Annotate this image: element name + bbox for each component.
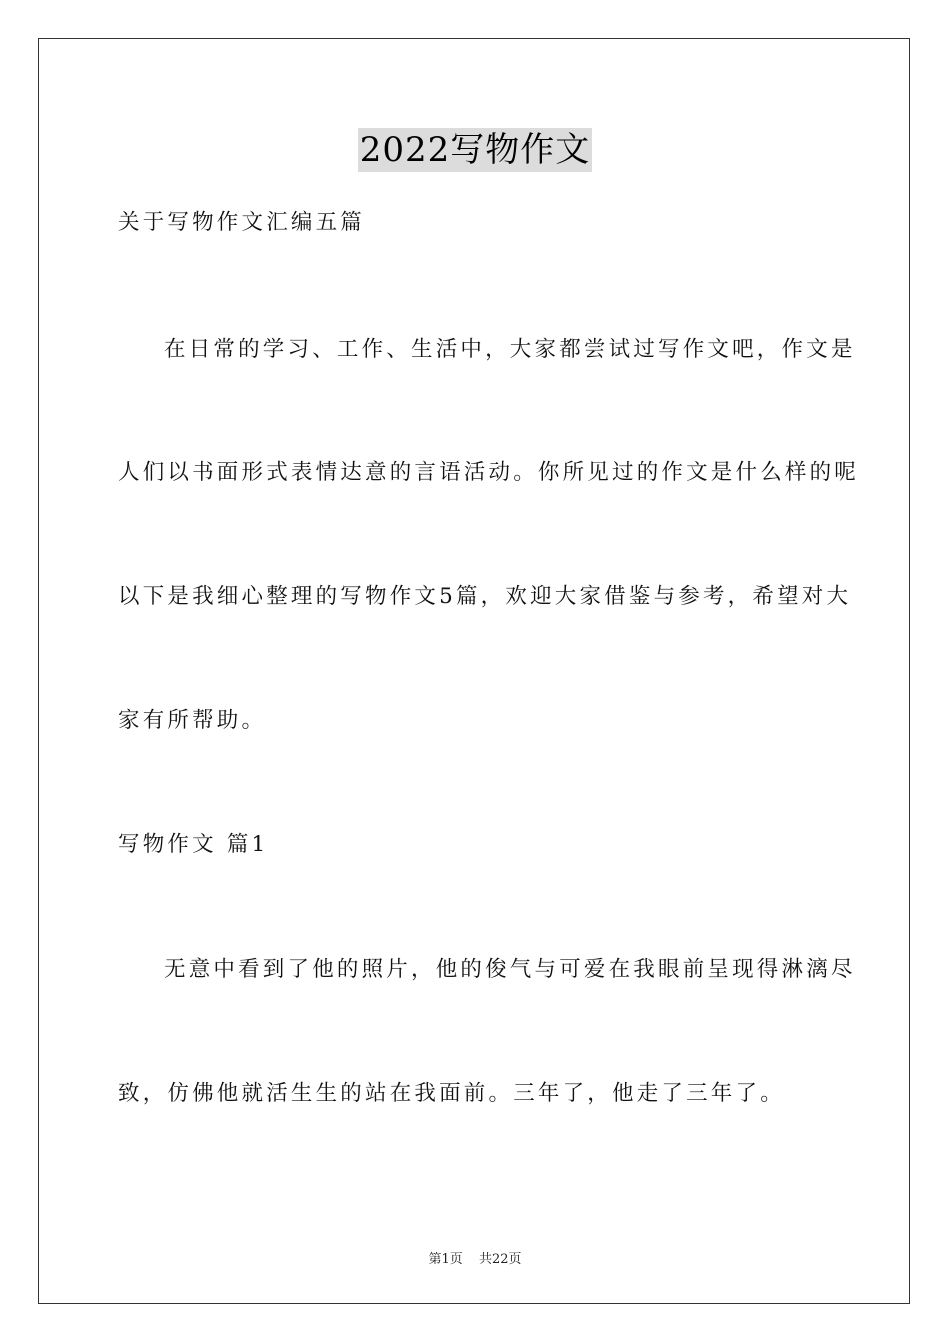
page-footer [0, 1248, 950, 1267]
title-container [0, 128, 950, 172]
intro-line-4: 家有所帮助。 [118, 708, 267, 733]
document-subtitle: 关于写物作文汇编五篇 [118, 210, 366, 235]
intro-line-2: 人们以书面形式表情达意的言语活动。你所见过的作文是什么样的呢 [118, 460, 860, 485]
section-line-1: 无意中看到了他的照片，他的俊气与可爱在我眼前呈现得淋漓尽 [164, 957, 856, 982]
page-number: 第1页 [428, 1252, 463, 1267]
section-heading: 写物作文 篇1 [118, 832, 269, 857]
page-total: 共22页 [478, 1252, 522, 1267]
intro-line-3: 以下是我细心整理的写物作文5篇，欢迎大家借鉴与参考，希望对大 [118, 584, 852, 609]
intro-line-1: 在日常的学习、工作、生活中，大家都尝试过写作文吧，作文是 [164, 337, 856, 362]
section-line-2: 致，仿佛他就活生生的站在我面前。三年了，他走了三年了。 [118, 1081, 785, 1106]
document-title: 2022写物作文 [359, 130, 591, 170]
